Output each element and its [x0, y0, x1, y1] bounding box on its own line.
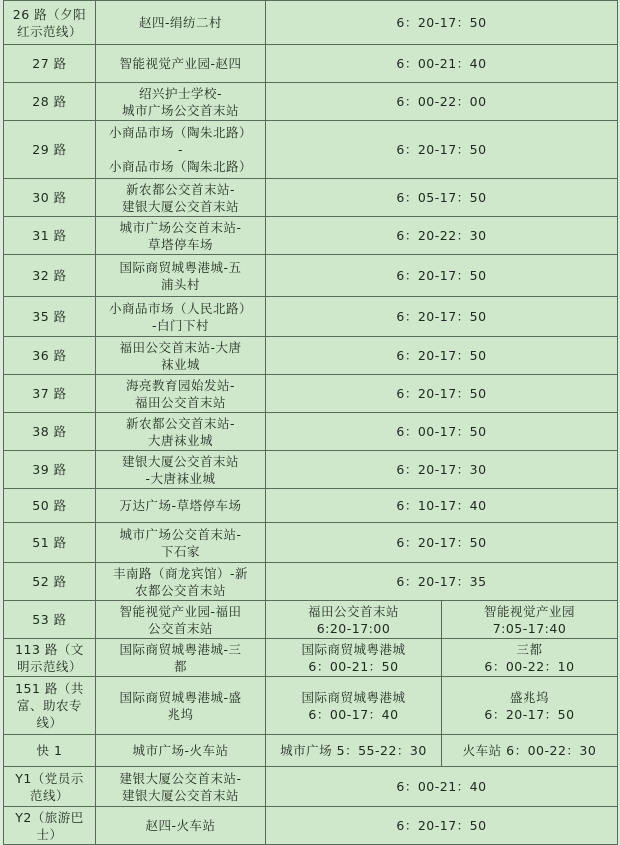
route-number: 31 路: [4, 217, 96, 255]
service-hours: 6：20-17：30: [266, 451, 618, 489]
table-row: [4, 767, 618, 807]
service-hours-from-a: 城市广场 5：55-22：30: [266, 735, 442, 767]
route-number: 52 路: [4, 563, 96, 601]
table-row: [4, 375, 618, 413]
route-number: 30 路: [4, 179, 96, 217]
route-line: 赵四-火车站: [96, 807, 266, 845]
route-number: 26 路（夕阳 红示范线）: [4, 1, 96, 45]
table-row: [4, 563, 618, 601]
service-hours: 6：00-17：50: [266, 413, 618, 451]
service-hours: 6：20-17：50: [266, 297, 618, 337]
table-row: [4, 735, 618, 767]
table-row: [4, 413, 618, 451]
service-hours-from-b: 盛兆坞 6：20-17：50: [442, 677, 618, 735]
service-hours-from-a: 国际商贸城粤港城 6：00-17：40: [266, 677, 442, 735]
service-hours-from-a: 国际商贸城粤港城 6：00-21：50: [266, 639, 442, 677]
route-line: 福田公交首末站-大唐 袜业城: [96, 337, 266, 375]
route-number: 53 路: [4, 601, 96, 639]
table-row: [4, 217, 618, 255]
table-row: [4, 489, 618, 523]
service-hours-from-a: 福田公交首末站 6:20-17:00: [266, 601, 442, 639]
route-line: 新农都公交首末站- 建银大厦公交首末站: [96, 179, 266, 217]
route-number: 28 路: [4, 83, 96, 121]
route-number: 快 1: [4, 735, 96, 767]
service-hours: 6：05-17：50: [266, 179, 618, 217]
route-number: 113 路（文 明示范线）: [4, 639, 96, 677]
service-hours: 6：20-17：50: [266, 121, 618, 179]
route-line: 国际商贸城粤港城-盛 兆坞: [96, 677, 266, 735]
table-row: [4, 45, 618, 83]
table-row: [4, 639, 618, 677]
service-hours: 6：20-17：50: [266, 807, 618, 845]
table-row: [4, 451, 618, 489]
route-number: 151 路（共 富、助农专 线）: [4, 677, 96, 735]
bus-timetable: [3, 0, 618, 845]
route-line: 绍兴护士学校- 城市广场公交首末站: [96, 83, 266, 121]
route-number: 38 路: [4, 413, 96, 451]
service-hours: 6：10-17：40: [266, 489, 618, 523]
route-number: 37 路: [4, 375, 96, 413]
route-line: 建银大厦公交首末站 -大唐袜业城: [96, 451, 266, 489]
route-line: 小商品市场（陶朱北路） - 小商品市场（陶朱北路）: [96, 121, 266, 179]
route-number: Y1（党员示 范线）: [4, 767, 96, 807]
table-row: [4, 297, 618, 337]
table-row: [4, 121, 618, 179]
table-row: [4, 807, 618, 845]
route-line: 城市广场公交首末站- 草塔停车场: [96, 217, 266, 255]
route-number: 29 路: [4, 121, 96, 179]
service-hours-from-b: 智能视觉产业园 7:05-17:40: [442, 601, 618, 639]
service-hours: 6：00-22：00: [266, 83, 618, 121]
table-row: [4, 601, 618, 639]
table-row: [4, 677, 618, 735]
route-line: 小商品市场（人民北路） -白门下村: [96, 297, 266, 337]
route-line: 万达广场-草塔停车场: [96, 489, 266, 523]
service-hours: 6：00-21：40: [266, 45, 618, 83]
service-hours: 6：20-17：50: [266, 375, 618, 413]
route-line: 赵四-绢纺二村: [96, 1, 266, 45]
route-number: 36 路: [4, 337, 96, 375]
service-hours: 6：20-17：35: [266, 563, 618, 601]
route-number: 39 路: [4, 451, 96, 489]
route-line: 国际商贸城粤港城-五 浦头村: [96, 255, 266, 297]
route-number: 27 路: [4, 45, 96, 83]
route-number: Y2（旅游巴 士）: [4, 807, 96, 845]
table-row: [4, 337, 618, 375]
route-line: 丰南路（商龙宾馆）-新 农都公交首末站: [96, 563, 266, 601]
table-row: [4, 255, 618, 297]
service-hours: 6：20-17：50: [266, 523, 618, 563]
table-row: [4, 1, 618, 45]
route-line: 城市广场公交首末站- 下石家: [96, 523, 266, 563]
route-line: 建银大厦公交首末站- 建银大厦公交首末站: [96, 767, 266, 807]
table-row: [4, 83, 618, 121]
route-number: 35 路: [4, 297, 96, 337]
route-line: 智能视觉产业园-福田 公交首末站: [96, 601, 266, 639]
service-hours: 6：00-21：40: [266, 767, 618, 807]
route-line: 海亮教育园始发站- 福田公交首末站: [96, 375, 266, 413]
service-hours-from-b: 三都 6：00-22：10: [442, 639, 618, 677]
service-hours: 6：20-17：50: [266, 1, 618, 45]
route-line: 智能视觉产业园-赵四: [96, 45, 266, 83]
route-line: 国际商贸城粤港城-三 都: [96, 639, 266, 677]
service-hours: 6：20-22：30: [266, 217, 618, 255]
table-row: [4, 179, 618, 217]
service-hours: 6：20-17：50: [266, 337, 618, 375]
service-hours: 6：20-17：50: [266, 255, 618, 297]
route-line: 城市广场-火车站: [96, 735, 266, 767]
table-row: [4, 523, 618, 563]
route-line: 新农都公交首末站- 大唐袜业城: [96, 413, 266, 451]
service-hours-from-b: 火车站 6：00-22：30: [442, 735, 618, 767]
route-number: 51 路: [4, 523, 96, 563]
route-number: 32 路: [4, 255, 96, 297]
route-number: 50 路: [4, 489, 96, 523]
